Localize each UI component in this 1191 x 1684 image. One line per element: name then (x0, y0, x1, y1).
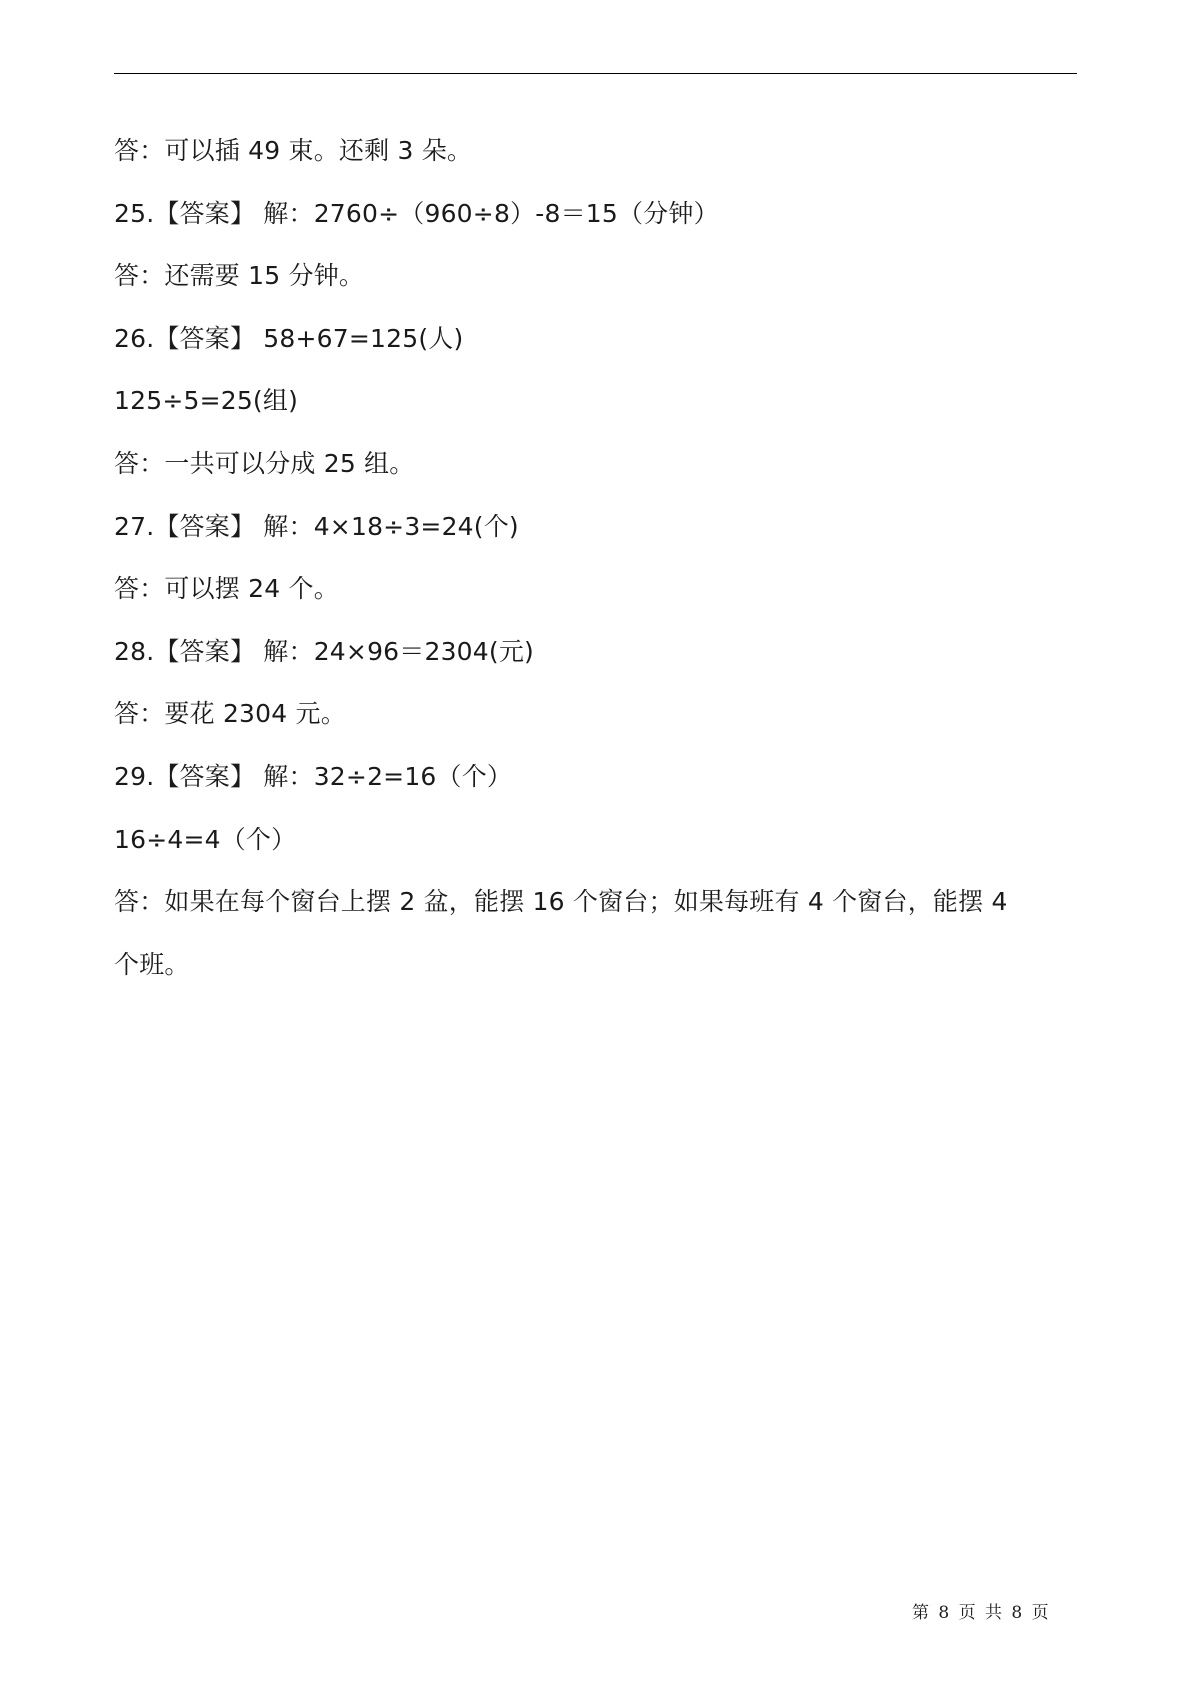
answer-line: 答：要花 2304 元。 (114, 699, 346, 729)
answer-line: 28.【答案】 解：24×96＝2304(元) (114, 636, 535, 666)
answer-line: 26.【答案】 58+67=125(人) (114, 323, 464, 353)
answer-line: 答：一共可以分成 25 组。 (114, 448, 415, 478)
answer-line: 125÷5=25(组) (114, 386, 299, 416)
answer-line: 答：如果在每个窗台上摆 2 盆，能摆 16 个窗台；如果每班有 4 个窗台，能摆 4 (114, 887, 1008, 917)
answer-line: 25.【答案】 解：2760÷（960÷8）-8＝15（分钟） (114, 198, 719, 228)
answer-line: 答：可以摆 24 个。 (114, 574, 339, 604)
header-rule (114, 73, 1077, 74)
answer-line: 个班。 (114, 949, 190, 979)
answer-line: 29.【答案】 解：32÷2=16（个） (114, 761, 513, 791)
answer-line: 答：可以插 49 束。还剩 3 朵。 (114, 136, 473, 165)
answer-line: 16÷4=4（个） (114, 824, 297, 854)
answer-line: 答：还需要 15 分钟。 (114, 261, 365, 291)
answer-line: 27.【答案】 解：4×18÷3=24(个) (114, 511, 519, 541)
page-number: 第 8 页 共 8 页 (912, 1603, 1049, 1623)
answer-content (114, 120, 1077, 996)
